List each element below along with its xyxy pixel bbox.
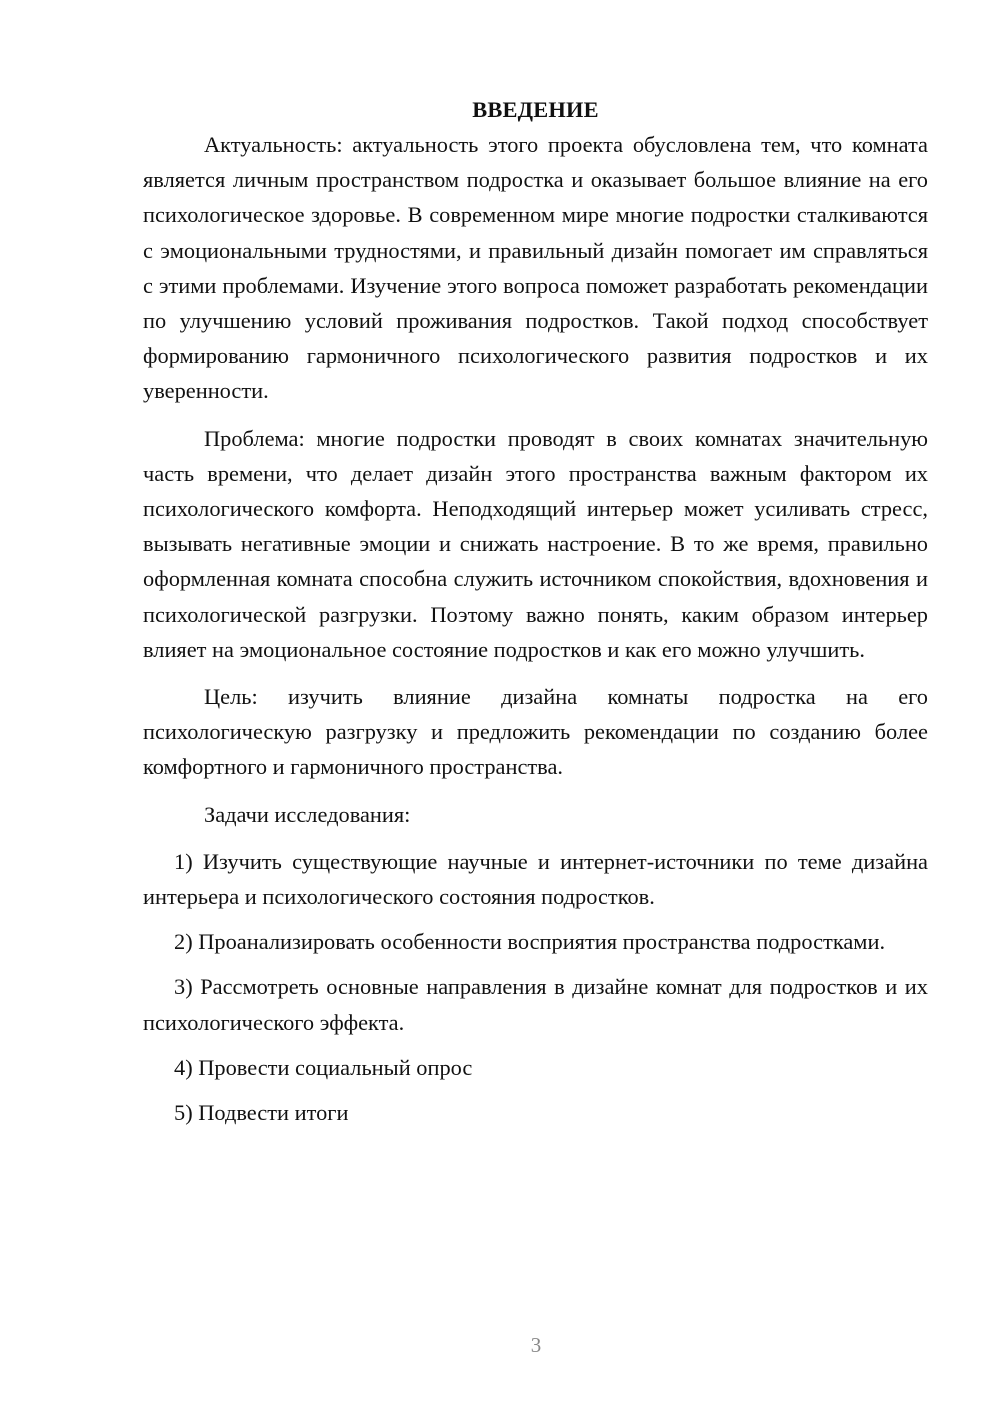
- section-heading: ВВЕДЕНИЕ: [472, 97, 599, 122]
- goal-paragraph: Цель: изучить влияние дизайна комнаты подростка на его психологическую разгрузку и предложить рекомендации по созданию более комфортного и гармоничного пространства.: [143, 684, 928, 780]
- task-item-3: 3) Рассмотреть основные направления в дизайне комнат для подростков и их психологического эффекта.: [143, 974, 928, 1035]
- document-body: [143, 92, 928, 1140]
- task-item-5: 5) Подвести итоги: [174, 1100, 349, 1126]
- task-item-1: 1) Изучить существующие научные и интернет-источники по теме дизайна интерьера и психологического состояния подростков.: [143, 848, 928, 910]
- tasks-title: Задачи исследования:: [204, 801, 411, 827]
- relevance-paragraph: Актуальность: актуальность этого проекта обусловлена тем, что комната является личным пространством подростка и оказывает большое влияние на его психологическое здоровье. В современном мире многие подростки сталкиваются с эмоциональными трудностями, и правильный дизайн помогает им справляться с этими проблемами. Изучение этого вопроса поможет разработать рекомендации по улучшению условий проживания подростков. Такой подход способствует формированию гармоничного психологического развития подростков и их уверенности.: [143, 132, 928, 404]
- task-item-2: 2) Проанализировать особенности восприятия пространства подростками.: [174, 929, 886, 955]
- task-item-4: 4) Провести социальный опрос: [174, 1054, 473, 1080]
- problem-paragraph: Проблема: многие подростки проводят в своих комнатах значительную часть времени, что делает дизайн этого пространства важным фактором их психологического комфорта. Неподходящий интерьер может усиливать стресс, вызывать негативные эмоции и снижать настроение. В то же время, правильно оформленная комната способна служить источником спокойствия, вдохновения и психологической разгрузки. Поэтому важно понять, каким образом интерьер влияет на эмоциональное состояние подростков и как его можно улучшить.: [143, 425, 928, 662]
- page-number: 3: [530, 1333, 542, 1357]
